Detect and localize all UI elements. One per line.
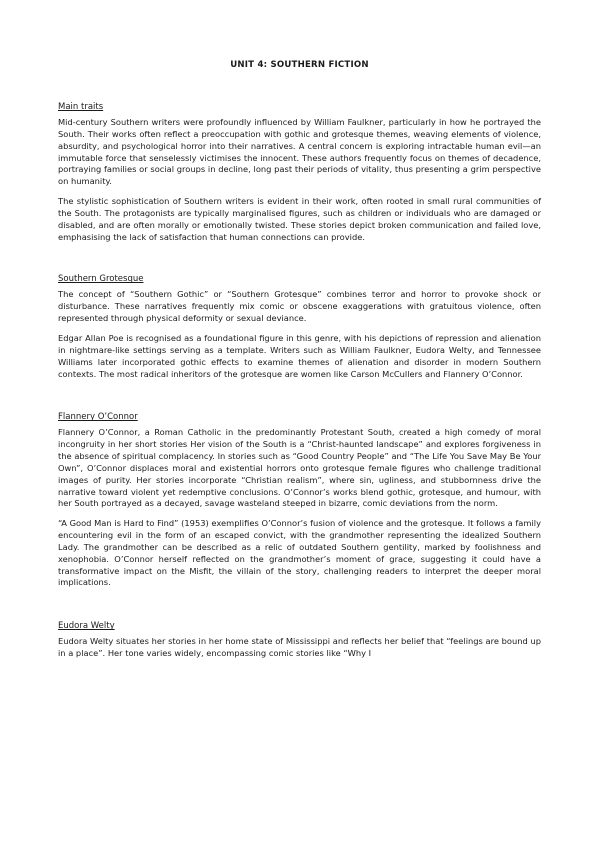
paragraph: Mid-century Southern writers were profoundly influenced by William Faulkner, particularly in how he portrayed the South. Their works often reflect a preoccupation with gothic and grotesque themes, weaving elements of violence, absurdity, and psychological horror into their narratives. A central concern is exploring intractable human evil—an immutable force that senselessly victimises the innocent. These authors frequently focus on themes of decadence, portraying families or social groups in decline, long past their periods of vitality, thus presenting a grim perspective on humanity.: [58, 117, 541, 187]
section-heading-southern-grotesque: Southern Grotesque: [58, 274, 144, 285]
document-page: [58, 50, 541, 660]
paragraph: “A Good Man is Hard to Find” (1953) exemplifies O’Connor’s fusion of violence and the grotesque. It follows a family encountering evil in the form of an escaped convict, with the grandmother representing the idealized Southern Lady. The grandmother can be described as a relic of outdated Southern gentility, marked by foolishness and xenophobia. O’Connor herself reflected on the grandmother’s moment of grace, suggesting it could have a transformative impact on the Misfit, the villain of the story, challenging readers to interpret the deeper moral implications.: [58, 518, 541, 588]
paragraph: Edgar Allan Poe is recognised as a foundational figure in this genre, with his depictions of repression and alienation in nightmare-like settings serving as a template. Writers such as William Faulkner, Eudora Welty, and Tennessee Williams later incorporated gothic effects to examine themes of alienation and disorder in modern Southern contexts. The most radical inheritors of the grotesque are women like Carson McCullers and Flannery O’Connor.: [58, 332, 541, 379]
page-title: UNIT 4: SOUTHERN FICTION: [230, 60, 369, 70]
section-heading-flannery-oconnor: Flannery O’Connor: [58, 412, 138, 423]
section-heading-eudora-welty: Eudora Welty: [58, 621, 115, 632]
section-heading-main-traits: Main traits: [58, 102, 104, 112]
paragraph: Eudora Welty situates her stories in her home state of Mississippi and reflects her belief that “feelings are bound up in a place”. Her tone varies widely, encompassing comic stories like “Why I: [58, 636, 541, 659]
paragraph: The stylistic sophistication of Southern writers is evident in their work, often rooted in small rural communities of the South. The protagonists are typically marginalised figures, such as children or individuals who are damaged or disabled, and are often morally or emotionally twisted. These stories depict broken communication and failed love, emphasising the lack of satisfaction that human connections can provide.: [58, 196, 541, 242]
paragraph: The concept of “Southern Gothic” or “Southern Grotesque” combines terror and horror to provoke shock or disturbance. These narratives frequently mix comic or obscene exaggerations with gratuitous violence, often represented through physical deformity or sexual deviance.: [58, 289, 541, 324]
paragraph: Flannery O’Connor, a Roman Catholic in the predominantly Protestant South, created a high comedy of moral incongruity in her short stories Her vision of the South is a “Christ-haunted landscape” and explores forgiveness in the absence of spiritual complacency. In stories such as “Good Country People” and “The Life You Save May Be Your Own”, O’Connor displaces moral and existential horrors onto grotesque female figures who challenge traditional images of purity. Her stories incorporate “Christian realism”, where sin, ugliness, and stubbornness drive the narrative toward violent yet redemptive conclusions. O’Connor’s works blend gothic, grotesque, and humour, with her South portrayed as a decayed, savage wasteland steeped in bizarre, comic deviations from the norm.: [58, 427, 541, 509]
